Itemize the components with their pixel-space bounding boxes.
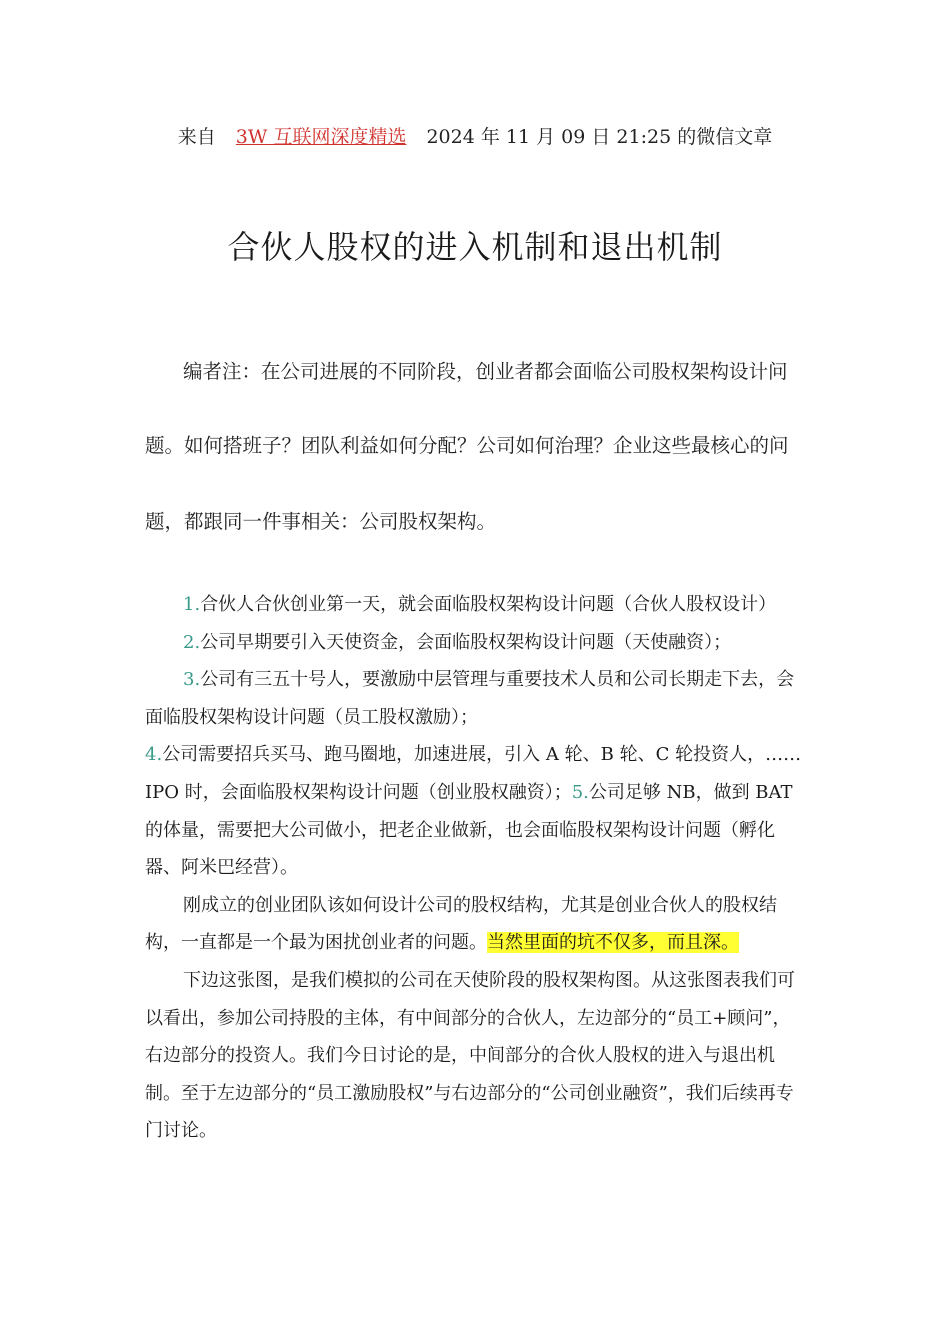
list-number: 3. bbox=[183, 669, 201, 691]
list-number: 4. bbox=[145, 744, 163, 766]
list-text: 公司有三五十号人，要激励中层管理与重要技术人员和公司长期走下去，会面临股权架构设计问题（员工股权激励）； bbox=[145, 669, 795, 728]
editor-note-line-3: 题，都跟同一件事相关：公司股权架构。 bbox=[145, 510, 497, 533]
list-item bbox=[145, 624, 805, 662]
source-date: 2024 年 11 月 09 日 21:25 的微信文章 bbox=[426, 126, 773, 148]
editor-note-line-1: 编者注：在公司进展的不同阶段，创业者都会面临公司股权架构设计问 bbox=[183, 360, 788, 383]
list-text: 公司早期要引入天使资金，会面临股权架构设计问题（天使融资）； bbox=[200, 631, 732, 653]
paragraph-text: 刚成立的创业团队该如何设计公司的股权结构，尤其是创业合伙人的股权结构，一直都是一个最为困扰创业者的问题。 bbox=[145, 894, 777, 954]
list-item bbox=[145, 736, 805, 886]
paragraph: 下边这张图，是我们模拟的公司在天使阶段的股权架构图。从这张图表我们可以看出，参加公司持股的主体，有中间部分的合伙人，左边部分的“员工+顾问”，右边部分的投资人。我们今日讨论的是，中间部分的合伙人股权的进入与退出机制。至于左边部分的“员工激励股权”与右边部分的“公司创业融资”，我们后续再专门讨论。 bbox=[145, 969, 795, 1142]
list-number: 2. bbox=[183, 631, 201, 653]
list-item bbox=[145, 586, 805, 624]
source-link[interactable]: 3W 互联网深度精选 bbox=[235, 126, 407, 148]
list-text: 公司足够 NB，做到 BAT 的体量，需要把大公司做小，把老企业做新，也会面临股权架构设计问题（孵化器、阿米巴经营）。 bbox=[145, 781, 793, 879]
source-line bbox=[0, 122, 950, 149]
editor-note-line-2: 题。如何搭班子？团队利益如何分配？公司如何治理？企业这些最核心的问 bbox=[145, 434, 789, 457]
paragraph bbox=[145, 887, 805, 962]
list-item bbox=[145, 661, 805, 736]
source-prefix: 来自 bbox=[177, 126, 216, 148]
list-number: 5. bbox=[571, 781, 589, 803]
list-text: 合伙人合伙创业第一天，就会面临股权架构设计问题（合伙人股权设计） bbox=[200, 594, 777, 615]
list-number: 1. bbox=[183, 594, 201, 615]
list-text: 公司需要招兵买马、跑马圈地，加速进展，引入 A 轮、B 轮、C 轮投资人，……IPO 时，会面临股权架构设计问题（创业股权融资）； bbox=[145, 744, 802, 803]
article-title: 合伙人股权的进入机制和退出机制 bbox=[227, 228, 723, 266]
article-body bbox=[145, 586, 805, 1150]
highlighted-text: 当然里面的坑不仅多，而且深。 bbox=[487, 932, 739, 954]
